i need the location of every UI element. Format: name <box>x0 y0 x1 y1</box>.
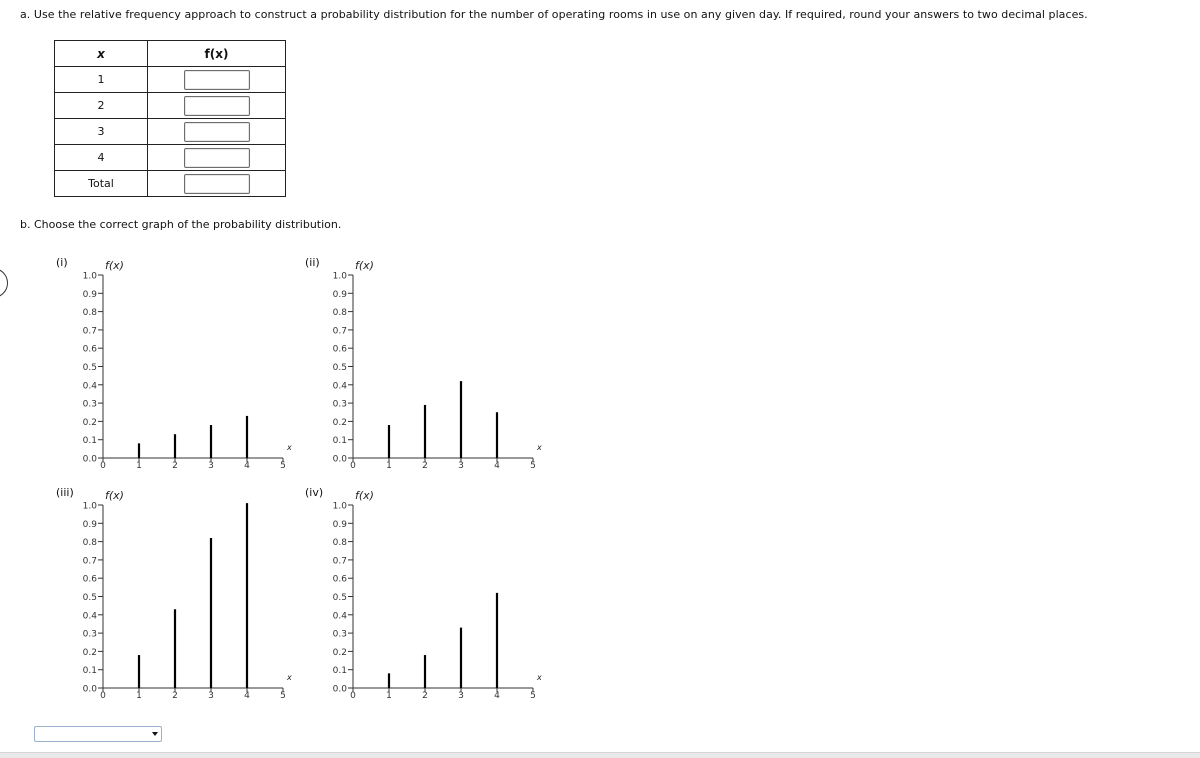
y-tick-label: 0.9 <box>82 519 97 530</box>
y-tick-label: 0.9 <box>332 519 347 530</box>
x-tick-label: 5 <box>530 691 536 701</box>
y-tick-label: 0.9 <box>82 289 97 300</box>
option-label-iii: (iii) <box>56 486 74 499</box>
x-axis-label: x <box>287 443 292 452</box>
chart-option-i <box>70 255 310 470</box>
y-tick-label: 1.0 <box>82 271 97 282</box>
y-axis-label: f(x) <box>355 259 374 272</box>
x-tick-label: 1 <box>386 461 392 471</box>
y-tick-label: 0.0 <box>332 684 347 695</box>
y-tick-label: 0.3 <box>332 399 347 410</box>
y-tick-label: 0.1 <box>82 436 97 447</box>
table-row <box>55 171 286 197</box>
y-tick-label: 0.5 <box>82 593 97 603</box>
option-label-iv: (iv) <box>305 486 324 499</box>
x-tick-label: 2 <box>172 461 178 471</box>
fx-input-3[interactable] <box>184 122 250 142</box>
y-tick-label: 0.9 <box>332 289 347 300</box>
fx-input-2[interactable] <box>184 96 250 116</box>
probability-table <box>54 40 286 197</box>
x-axis-label: x <box>537 443 542 452</box>
y-tick-label: 0.0 <box>332 454 347 465</box>
y-tick-label: 0.3 <box>82 399 97 410</box>
y-tick-label: 0.2 <box>82 417 97 428</box>
y-tick-label: 0.4 <box>332 611 347 622</box>
header-x: x <box>55 41 148 67</box>
fx-cell <box>148 67 286 93</box>
table-row <box>55 67 286 93</box>
y-tick-label: 0.1 <box>332 436 347 447</box>
x-cell: 1 <box>55 67 148 93</box>
radio-circle-icon <box>0 268 8 298</box>
y-tick-label: 0.4 <box>82 381 97 392</box>
x-tick-label: 0 <box>350 691 356 701</box>
x-tick-label: 4 <box>494 691 500 701</box>
y-tick-label: 0.7 <box>82 326 97 337</box>
fx-input-total[interactable] <box>184 174 250 194</box>
y-tick-label: 0.7 <box>332 326 347 337</box>
y-tick-label: 0.6 <box>332 344 347 355</box>
x-tick-label: 2 <box>422 461 428 471</box>
y-tick-label: 0.8 <box>82 308 97 319</box>
table-row <box>55 93 286 119</box>
y-tick-label: 0.1 <box>82 666 97 677</box>
y-tick-label: 0.7 <box>82 556 97 567</box>
table-row <box>55 145 286 171</box>
x-axis-label: x <box>537 673 542 682</box>
fx-cell <box>148 145 286 171</box>
x-tick-label: 5 <box>280 691 286 701</box>
x-tick-label: 1 <box>136 461 142 471</box>
y-tick-label: 0.6 <box>82 344 97 355</box>
x-cell: 4 <box>55 145 148 171</box>
fx-input-4[interactable] <box>184 148 250 168</box>
option-label-ii: (ii) <box>305 256 320 269</box>
y-tick-label: 0.0 <box>82 454 97 465</box>
y-tick-label: 0.8 <box>332 538 347 549</box>
y-tick-label: 0.7 <box>332 556 347 567</box>
x-tick-label: 3 <box>208 691 214 701</box>
fx-cell <box>148 171 286 197</box>
x-tick-label: 3 <box>208 461 214 471</box>
y-tick-label: 0.3 <box>332 629 347 640</box>
y-tick-label: 0.8 <box>82 538 97 549</box>
answer-select[interactable] <box>34 726 162 742</box>
question-part-a: a. Use the relative frequency approach to construct a probability distribution for the number of operating rooms in use on any given day. If required, round your answers to two decimal places. <box>20 8 1088 21</box>
total-cell: Total <box>55 171 148 197</box>
y-tick-label: 1.0 <box>82 501 97 512</box>
x-tick-label: 3 <box>458 691 464 701</box>
y-tick-label: 0.4 <box>82 611 97 622</box>
y-tick-label: 0.6 <box>332 574 347 585</box>
x-axis-label: x <box>287 673 292 682</box>
x-tick-label: 4 <box>244 691 250 701</box>
option-label-i: (i) <box>56 256 68 269</box>
chart-option-iii <box>70 485 310 700</box>
question-part-b: b. Choose the correct graph of the probability distribution. <box>20 218 342 231</box>
y-axis-label: f(x) <box>105 259 124 272</box>
y-tick-label: 0.8 <box>332 308 347 319</box>
chart-option-iv <box>320 485 560 700</box>
y-tick-label: 0.6 <box>82 574 97 585</box>
x-tick-label: 1 <box>386 691 392 701</box>
footer-divider <box>0 752 1200 758</box>
x-tick-label: 4 <box>244 461 250 471</box>
y-tick-label: 0.4 <box>332 381 347 392</box>
x-cell: 2 <box>55 93 148 119</box>
x-tick-label: 1 <box>136 691 142 701</box>
x-tick-label: 0 <box>100 461 106 471</box>
y-tick-label: 0.1 <box>332 666 347 677</box>
x-tick-label: 0 <box>100 691 106 701</box>
y-tick-label: 1.0 <box>332 271 347 282</box>
y-tick-label: 0.5 <box>82 363 97 373</box>
y-tick-label: 0.2 <box>82 647 97 658</box>
y-tick-label: 0.5 <box>332 363 347 373</box>
x-tick-label: 5 <box>280 461 286 471</box>
x-tick-label: 5 <box>530 461 536 471</box>
x-cell: 3 <box>55 119 148 145</box>
y-tick-label: 0.3 <box>82 629 97 640</box>
y-tick-label: 0.2 <box>332 417 347 428</box>
y-axis-label: f(x) <box>355 489 374 502</box>
fx-cell <box>148 93 286 119</box>
x-tick-label: 2 <box>172 691 178 701</box>
x-tick-label: 4 <box>494 461 500 471</box>
x-tick-label: 2 <box>422 691 428 701</box>
x-tick-label: 0 <box>350 461 356 471</box>
y-tick-label: 0.5 <box>332 593 347 603</box>
y-tick-label: 0.2 <box>332 647 347 658</box>
y-axis-label: f(x) <box>105 489 124 502</box>
chart-option-ii <box>320 255 560 470</box>
fx-input-1[interactable] <box>184 70 250 90</box>
y-tick-label: 1.0 <box>332 501 347 512</box>
x-tick-label: 3 <box>458 461 464 471</box>
header-fx: f(x) <box>148 41 286 67</box>
fx-cell <box>148 119 286 145</box>
chevron-down-icon <box>152 732 158 736</box>
table-row <box>55 119 286 145</box>
y-tick-label: 0.0 <box>82 684 97 695</box>
